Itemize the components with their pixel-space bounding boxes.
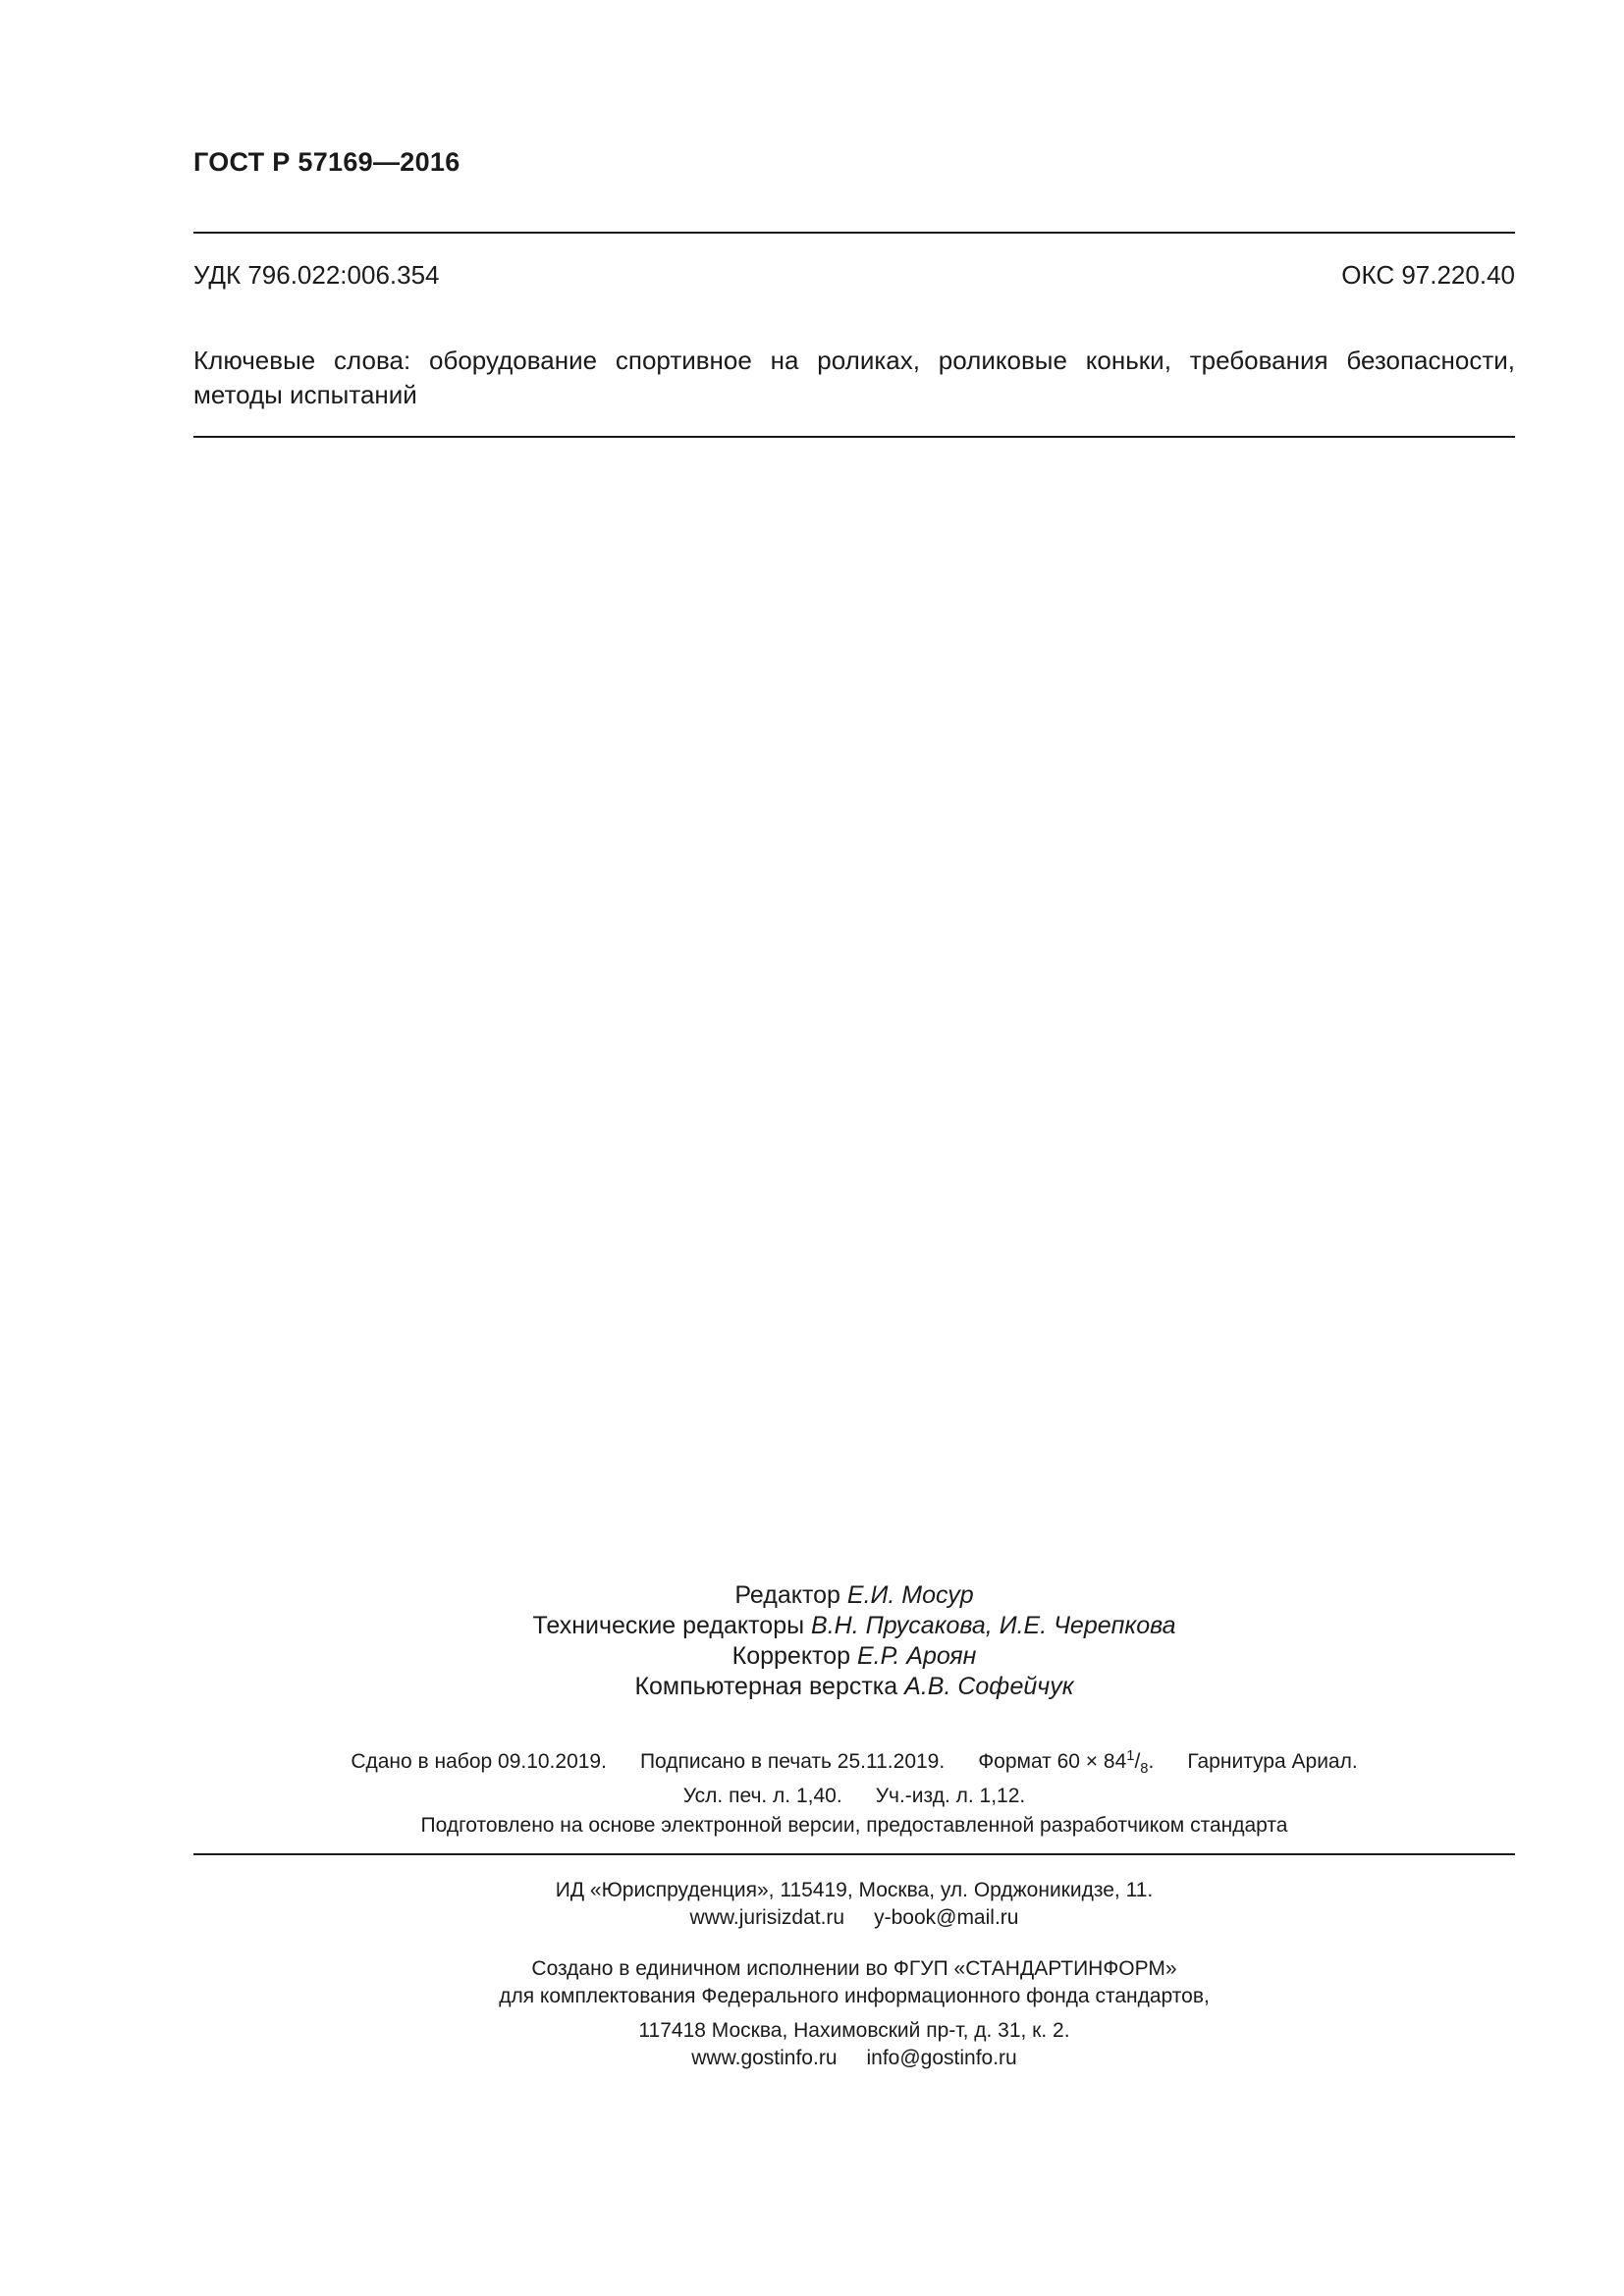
- publisher-email: y-book@mail.ru: [874, 1906, 1019, 1929]
- submitted-date: Сдано в набор 09.10.2019.: [351, 1750, 607, 1773]
- created-line-1: Создано в единичном исполнении во ФГУП «СТАНДАРТИНФОРМ»: [531, 1957, 1177, 1980]
- publisher-website: www.jurisizdat.ru: [689, 1906, 845, 1929]
- standard-code-title: ГОСТ Р 57169—2016: [193, 147, 460, 177]
- publisher-contacts: [193, 1904, 1515, 1932]
- editor-label: Редактор: [734, 1581, 840, 1609]
- prepared-note: Подготовлено на основе электронной версии, предоставленной разработчиком стандарта: [420, 1814, 1288, 1837]
- layout-line: [193, 1672, 1515, 1702]
- keywords-line-2: методы испытаний: [193, 380, 417, 409]
- address-block: [193, 2017, 1515, 2072]
- imprint-divider: [193, 1853, 1515, 1855]
- tech-editors-label: Технические редакторы: [532, 1612, 805, 1639]
- credits-block: [193, 1580, 1515, 1702]
- publisher-sheets: Уч.-изд. л. 1,12.: [875, 1785, 1026, 1808]
- corrector-label: Корректор: [731, 1642, 851, 1670]
- paper-format: Формат $60 \times 84^1/_8$.: [978, 1748, 1155, 1778]
- tech-editors-line: [193, 1611, 1515, 1641]
- layout-label: Компьютерная верстка: [634, 1673, 898, 1700]
- created-line-2: для комплектования Федерального информационного фонда стандартов,: [499, 1985, 1210, 2007]
- oks-code: ОКС 97.220.40: [1341, 260, 1515, 290]
- tech-editors-names: В.Н. Прусакова, И.Е. Черепкова: [811, 1612, 1176, 1639]
- keywords-divider: [193, 436, 1515, 438]
- udk-code: УДК 796.022:006.354: [193, 260, 440, 290]
- address-contacts: [193, 2045, 1515, 2072]
- created-block: [193, 1955, 1515, 2010]
- imprint-line-2: [193, 1783, 1515, 1810]
- publisher-address: ИД «Юриспруденция», 115419, Москва, ул. Орджоникидзе, 11.: [555, 1879, 1154, 1901]
- keywords-line-1: Ключевые слова: оборудование спортивное на роликах, роликовые коньки, требования безопасности,: [193, 346, 1515, 375]
- top-divider: [193, 232, 1515, 234]
- imprint-block: [193, 1742, 1515, 1810]
- editor-line: [193, 1580, 1515, 1611]
- publisher-block: [193, 1877, 1515, 1932]
- typeface: Гарнитура Ариал.: [1187, 1750, 1358, 1773]
- print-sheets: Усл. печ. л. 1,40.: [682, 1785, 842, 1808]
- gostinfo-email: info@gostinfo.ru: [866, 2047, 1017, 2069]
- keywords-block: [193, 344, 1515, 412]
- gostinfo-website: www.gostinfo.ru: [691, 2047, 838, 2069]
- editor-name: Е.И. Мосур: [846, 1581, 974, 1609]
- corrector-name: Е.Р. Ароян: [856, 1642, 977, 1670]
- corrector-line: [193, 1641, 1515, 1672]
- address-line: 117418 Москва, Нахимовский пр-т, д. 31, к. 2.: [638, 2019, 1070, 2042]
- layout-name: А.В. Софейчук: [904, 1673, 1074, 1700]
- imprint-line-1: [193, 1742, 1515, 1783]
- signed-date: Подписано в печать 25.11.2019.: [639, 1750, 946, 1773]
